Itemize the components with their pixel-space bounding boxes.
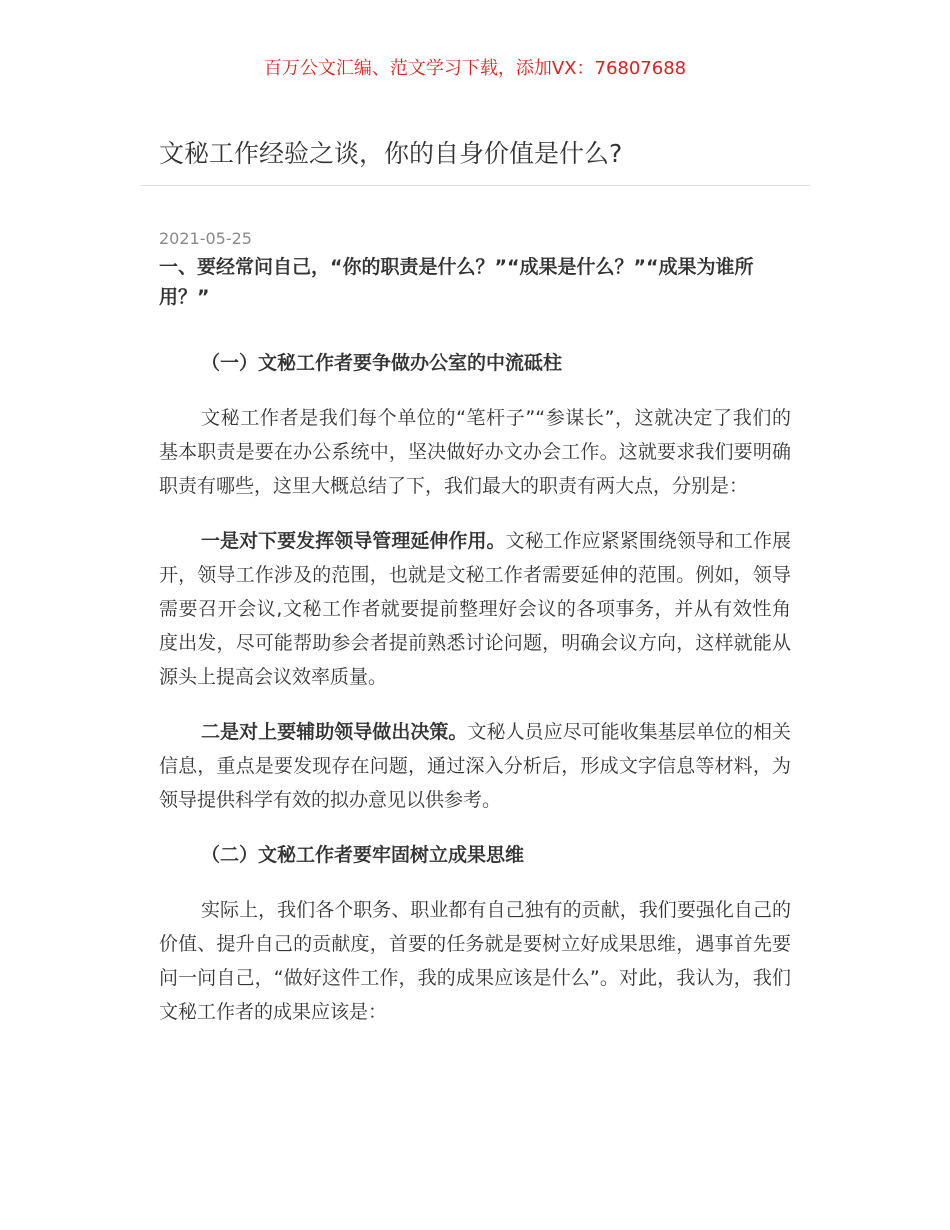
article-title: 文秘工作经验之谈，你的自身价值是什么? xyxy=(159,139,623,168)
paragraph-3 xyxy=(159,715,791,817)
paragraph-2-text: 文秘工作应紧紧围绕领导和工作展开，领导工作涉及的范围，也就是文秘工作者需要延伸的范围。例如，领导需要召开会议,文秘工作者就要提前整理好会议的各项事务，并从有效性角度出发，尽可能帮助参会者提前熟悉讨论问题，明确会议方向，这样就能从源头上提高会议效率质量。 xyxy=(159,530,791,688)
paragraph-2-lead: 一是对下要发挥领导管理延伸作用。 xyxy=(201,530,506,552)
paragraph-3-text: 文秘人员应尽可能收集基层单位的相关信息，重点是要发现存在问题，通过深入分析后，形成文字信息等材料，为领导提供科学有效的拟办意见以供参考。 xyxy=(159,721,791,811)
section-heading-1: 一、要经常问自己，“你的职责是什么？”“成果是什么？”“成果为谁所用？” xyxy=(159,256,754,308)
paragraph-1: 文秘工作者是我们每个单位的“笔杆子”“参谋长”，这就决定了我们的基本职责是要在办公系统中，坚决做好办文办会工作。这就要求我们要明确职责有哪些，这里大概总结了下，我们最大的职责有两大点，分别是： xyxy=(159,407,791,497)
article-body xyxy=(159,252,791,1050)
promo-banner: 百万公文汇编、范文学习下载，添加VX：76807688 xyxy=(263,58,687,79)
paragraph-4: 实际上，我们各个职务、职业都有自己独有的贡献，我们要强化自己的价值、提升自己的贡献度，首要的任务就是要树立好成果思维，遇事首先要问一问自己，“做好这件工作，我的成果应该是什么”。对此，我认为，我们文秘工作者的成果应该是： xyxy=(159,899,791,1023)
publish-date: 2021-05-25 xyxy=(159,229,252,248)
title-divider xyxy=(140,185,810,186)
paragraph-3-lead: 二是对上要辅助领导做出决策。 xyxy=(201,721,468,743)
subheading-2: （二）文秘工作者要牢固树立成果思维 xyxy=(201,844,525,866)
paragraph-2 xyxy=(159,524,791,694)
subheading-1: （一）文秘工作者要争做办公室的中流砥柱 xyxy=(201,352,563,374)
